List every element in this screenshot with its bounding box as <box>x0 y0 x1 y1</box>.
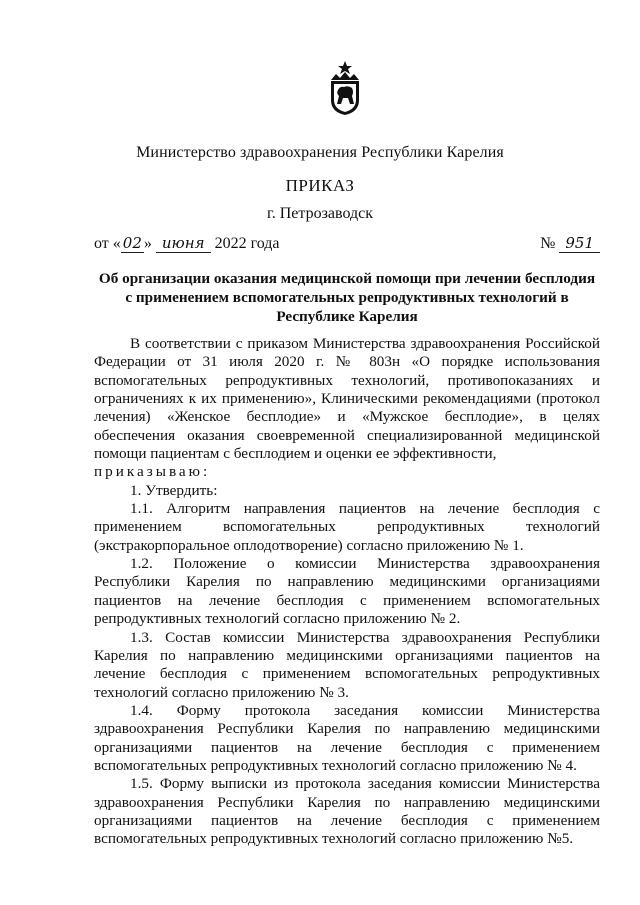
body-line: ограничениях к их применению», Клиническими рекомендациями (протокол <box>94 390 600 408</box>
body-line: вспомогательных репродуктивных технологий согласно приложению №5. <box>94 830 574 848</box>
body-line: вспомогательных репродуктивных технологий согласно приложению № 4. <box>94 756 577 774</box>
body-line: приказываю: <box>94 463 211 481</box>
date-year: 2022 года <box>214 235 280 252</box>
body-line: здравоохранения Республики Карелия по направлению медицинскими <box>94 720 600 738</box>
heading-line: Республике Карелия <box>276 308 418 325</box>
body-line: обеспечения оказания своевременной специализированной медицинской <box>94 426 600 444</box>
body-line: 1.5. Форму выписки из протокола заседания комиссии Министерства <box>130 775 600 793</box>
date-day: 02 <box>122 234 142 252</box>
body-line: лечения) «Женское бесплодие» и «Мужское бесплодие», в целях <box>94 408 600 426</box>
heading-line: Об организации оказания медицинской помощи при лечении бесплодия <box>98 270 596 287</box>
body-line: технологий согласно приложению № 3. <box>94 683 349 701</box>
date-month: июня <box>156 234 211 253</box>
body-line: 1.3. Состав комиссии Министерства здравоохранения Республики <box>130 628 600 646</box>
body-line: организациями пациентов на лечение бесплодия с применением <box>94 738 600 756</box>
body-line: вспомогательных репродуктивных технологий, противопоказаниях и <box>94 371 600 389</box>
body-line: лечение бесплодия с применением вспомогательных репродуктивных <box>94 665 600 683</box>
body-line: 1.2. Положение о комиссии Министерства здравоохранения <box>130 555 600 573</box>
heading-line: с применением вспомогательных репродуктивных технологий в <box>125 289 569 306</box>
body-line: помощи пациентам с бесплодием и оценки ее эффективности, <box>94 445 497 463</box>
ministry-name: Министерство здравоохранения Республики Карелия <box>136 144 504 161</box>
order-body <box>94 335 600 849</box>
body-line: применением вспомогательных репродуктивных технологий <box>94 518 600 536</box>
body-line: Республики Карелия по направлению медицинскими организациями <box>94 573 600 591</box>
body-line: (экстракорпоральное оплодотворение) согласно приложению № 1. <box>94 536 524 554</box>
date-mid: » <box>143 235 152 252</box>
date-prefix: от « <box>94 235 121 252</box>
date-line <box>94 234 600 256</box>
number-label: № <box>540 235 556 252</box>
body-line: 1.4. Форму протокола заседания комиссии Министерства <box>130 701 600 719</box>
body-line: В соответствии с приказом Министерства здравоохранения Российской <box>130 335 600 352</box>
order-number <box>540 234 600 253</box>
body-line: пациентов на лечение бесплодия с применением вспомогательных <box>94 591 600 609</box>
body-line: организациями пациентов на лечение бесплодия с применением <box>94 811 600 829</box>
body-line: Карелия по направлению медицинскими организациями пациентов на <box>94 646 600 664</box>
body-line: 1. Утвердить: <box>130 481 218 499</box>
body-line: здравоохранения Республики Карелия по направлению медицинскими <box>94 793 600 811</box>
issue-city: г. Петрозаводск <box>266 205 374 222</box>
coat-of-arms-icon <box>328 60 362 116</box>
body-line: Федерации от 31 июля 2020 г. № 803н «О порядке использования <box>94 353 600 371</box>
document-type: ПРИКАЗ <box>285 176 355 195</box>
body-line: 1.1. Алгоритм направления пациентов на лечение бесплодия с <box>130 500 600 518</box>
body-line: репродуктивных технологий согласно приложению № 2. <box>94 610 461 628</box>
order-heading <box>94 269 600 326</box>
number-value: 951 <box>559 234 600 253</box>
